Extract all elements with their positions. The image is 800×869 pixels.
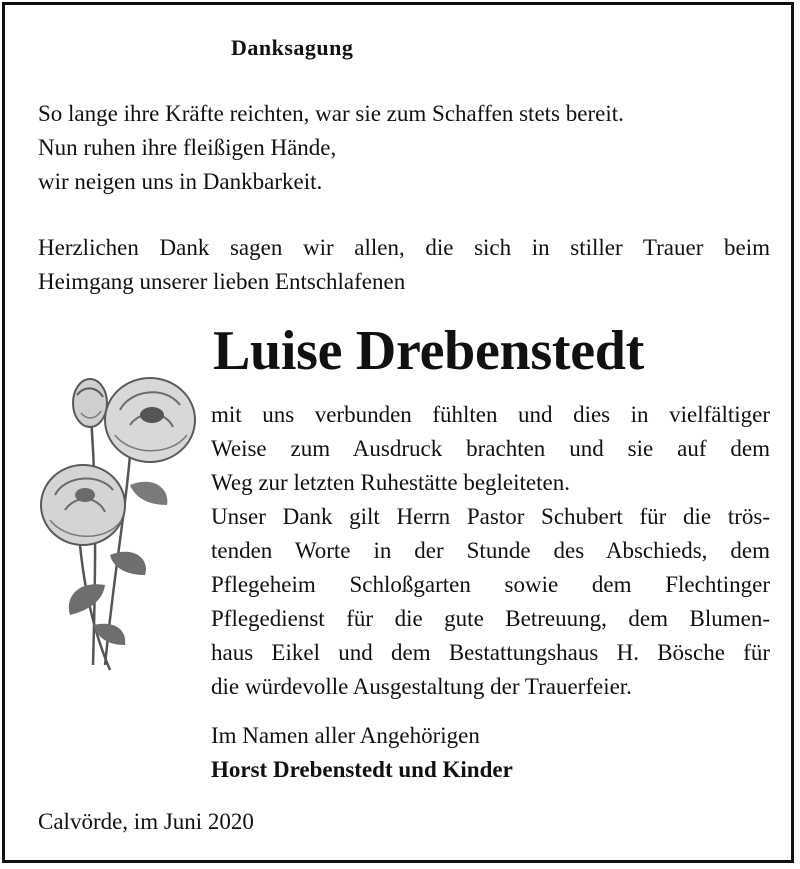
verse-line: Nun ruhen ihre fleißigen Hände,	[38, 135, 337, 160]
verse-line: So lange ihre Kräfte reichten, war sie zum Schaffen stets bereit.	[38, 101, 624, 126]
body-line: Weise zum Ausdruck brachten und sie auf dem	[211, 436, 770, 461]
body-line: Pflegeheim Schloßgarten sowie dem Flechtinger	[211, 572, 770, 597]
body-line: die würdevolle Ausgestaltung der Trauerfeier.	[211, 674, 632, 699]
signature-names: Horst Drebenstedt und Kinder	[211, 757, 513, 782]
signature-intro: Im Namen aller Angehörigen	[211, 723, 480, 748]
body-line: haus Eikel und dem Bestattungshaus H. Bösche für	[211, 640, 770, 665]
body-line: mit uns verbunden fühlten und dies in vielfältiger	[211, 402, 770, 427]
intro-line: Heimgang unserer lieben Entschlafenen	[38, 269, 406, 294]
intro-line: Herzlichen Dank sagen wir allen, die sich in stiller Trauer beim	[38, 235, 770, 260]
body-line: tenden Worte in der Stunde des Abschieds, dem	[211, 538, 770, 563]
roses-illustration-icon	[35, 365, 205, 685]
body-line: Unser Dank gilt Herrn Pastor Schubert für die trös-	[211, 504, 770, 529]
body-line: Pflegedienst für die gute Betreuung, dem Blumen-	[211, 606, 770, 631]
place-date: Calvörde, im Juni 2020	[38, 809, 254, 834]
body-line: Weg zur letzten Ruhestätte begleiteten.	[211, 470, 570, 495]
verse-line: wir neigen uns in Dankbarkeit.	[38, 169, 323, 194]
deceased-name: Luise Drebenstedt	[213, 320, 644, 382]
notice-frame	[2, 2, 794, 863]
notice-heading: Danksagung	[231, 35, 354, 60]
